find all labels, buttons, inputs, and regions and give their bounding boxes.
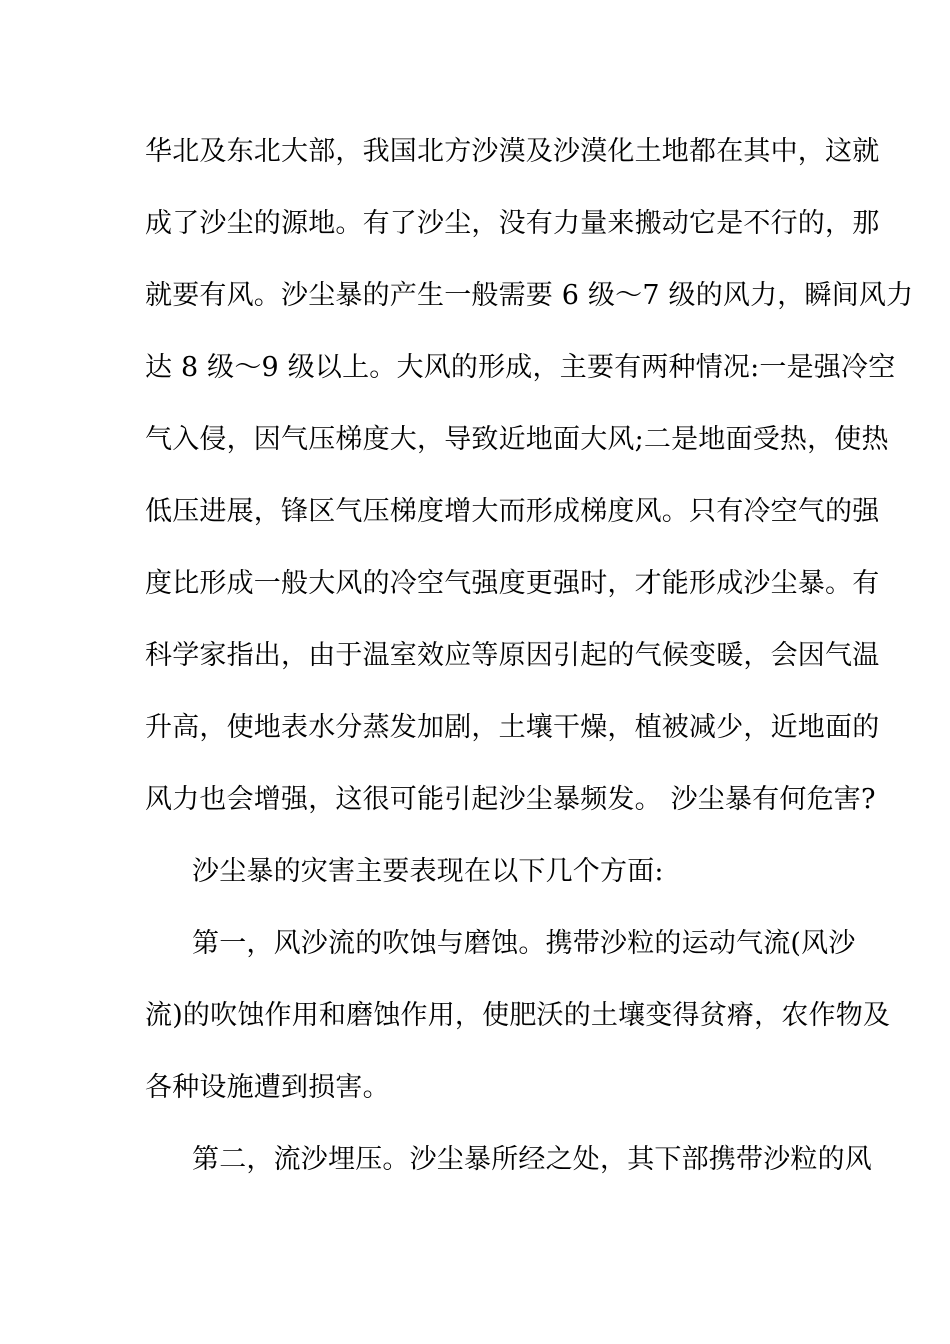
text-line-7: 度比形成一般大风的冷空气强度更强时，才能形成沙尘暴。有 <box>145 568 880 599</box>
text-line-10: 风力也会增强，这很可能引起沙尘暴频发。 沙尘暴有何危害? <box>145 784 876 815</box>
text-line-1: 华北及东北大部，我国北方沙漠及沙漠化土地都在其中，这就 <box>145 136 880 167</box>
text-line-13: 流)的吹蚀作用和磨蚀作用，使肥沃的土壤变得贫瘠，农作物及 <box>145 1000 891 1031</box>
text-line-15: 第二，流沙埋压。沙尘暴所经之处，其下部携带沙粒的风 <box>192 1144 872 1175</box>
text-line-14: 各种设施遭到损害。 <box>145 1072 390 1103</box>
text-line-9: 升高，使地表水分蒸发加剧，土壤干燥，植被减少，近地面的 <box>145 712 880 743</box>
text-line-8: 科学家指出，由于温室效应等原因引起的气候变暖，会因气温 <box>145 640 880 671</box>
text-line-4: 达 8 级～9 级以上。大风的形成，主要有两种情况:一是强冷空 <box>145 352 896 383</box>
text-line-2: 成了沙尘的源地。有了沙尘，没有力量来搬动它是不行的，那 <box>145 208 880 239</box>
text-line-12: 第一，风沙流的吹蚀与磨蚀。携带沙粒的运动气流(风沙 <box>192 928 856 959</box>
text-line-3: 就要有风。沙尘暴的产生一般需要 6 级～7 级的风力，瞬间风力 <box>145 280 914 311</box>
text-line-11: 沙尘暴的灾害主要表现在以下几个方面: <box>192 856 664 887</box>
text-line-6: 低压进展，锋区气压梯度增大而形成梯度风。只有冷空气的强 <box>145 496 880 527</box>
text-line-5: 气入侵，因气压梯度大，导致近地面大风;二是地面受热，使热 <box>145 424 889 455</box>
